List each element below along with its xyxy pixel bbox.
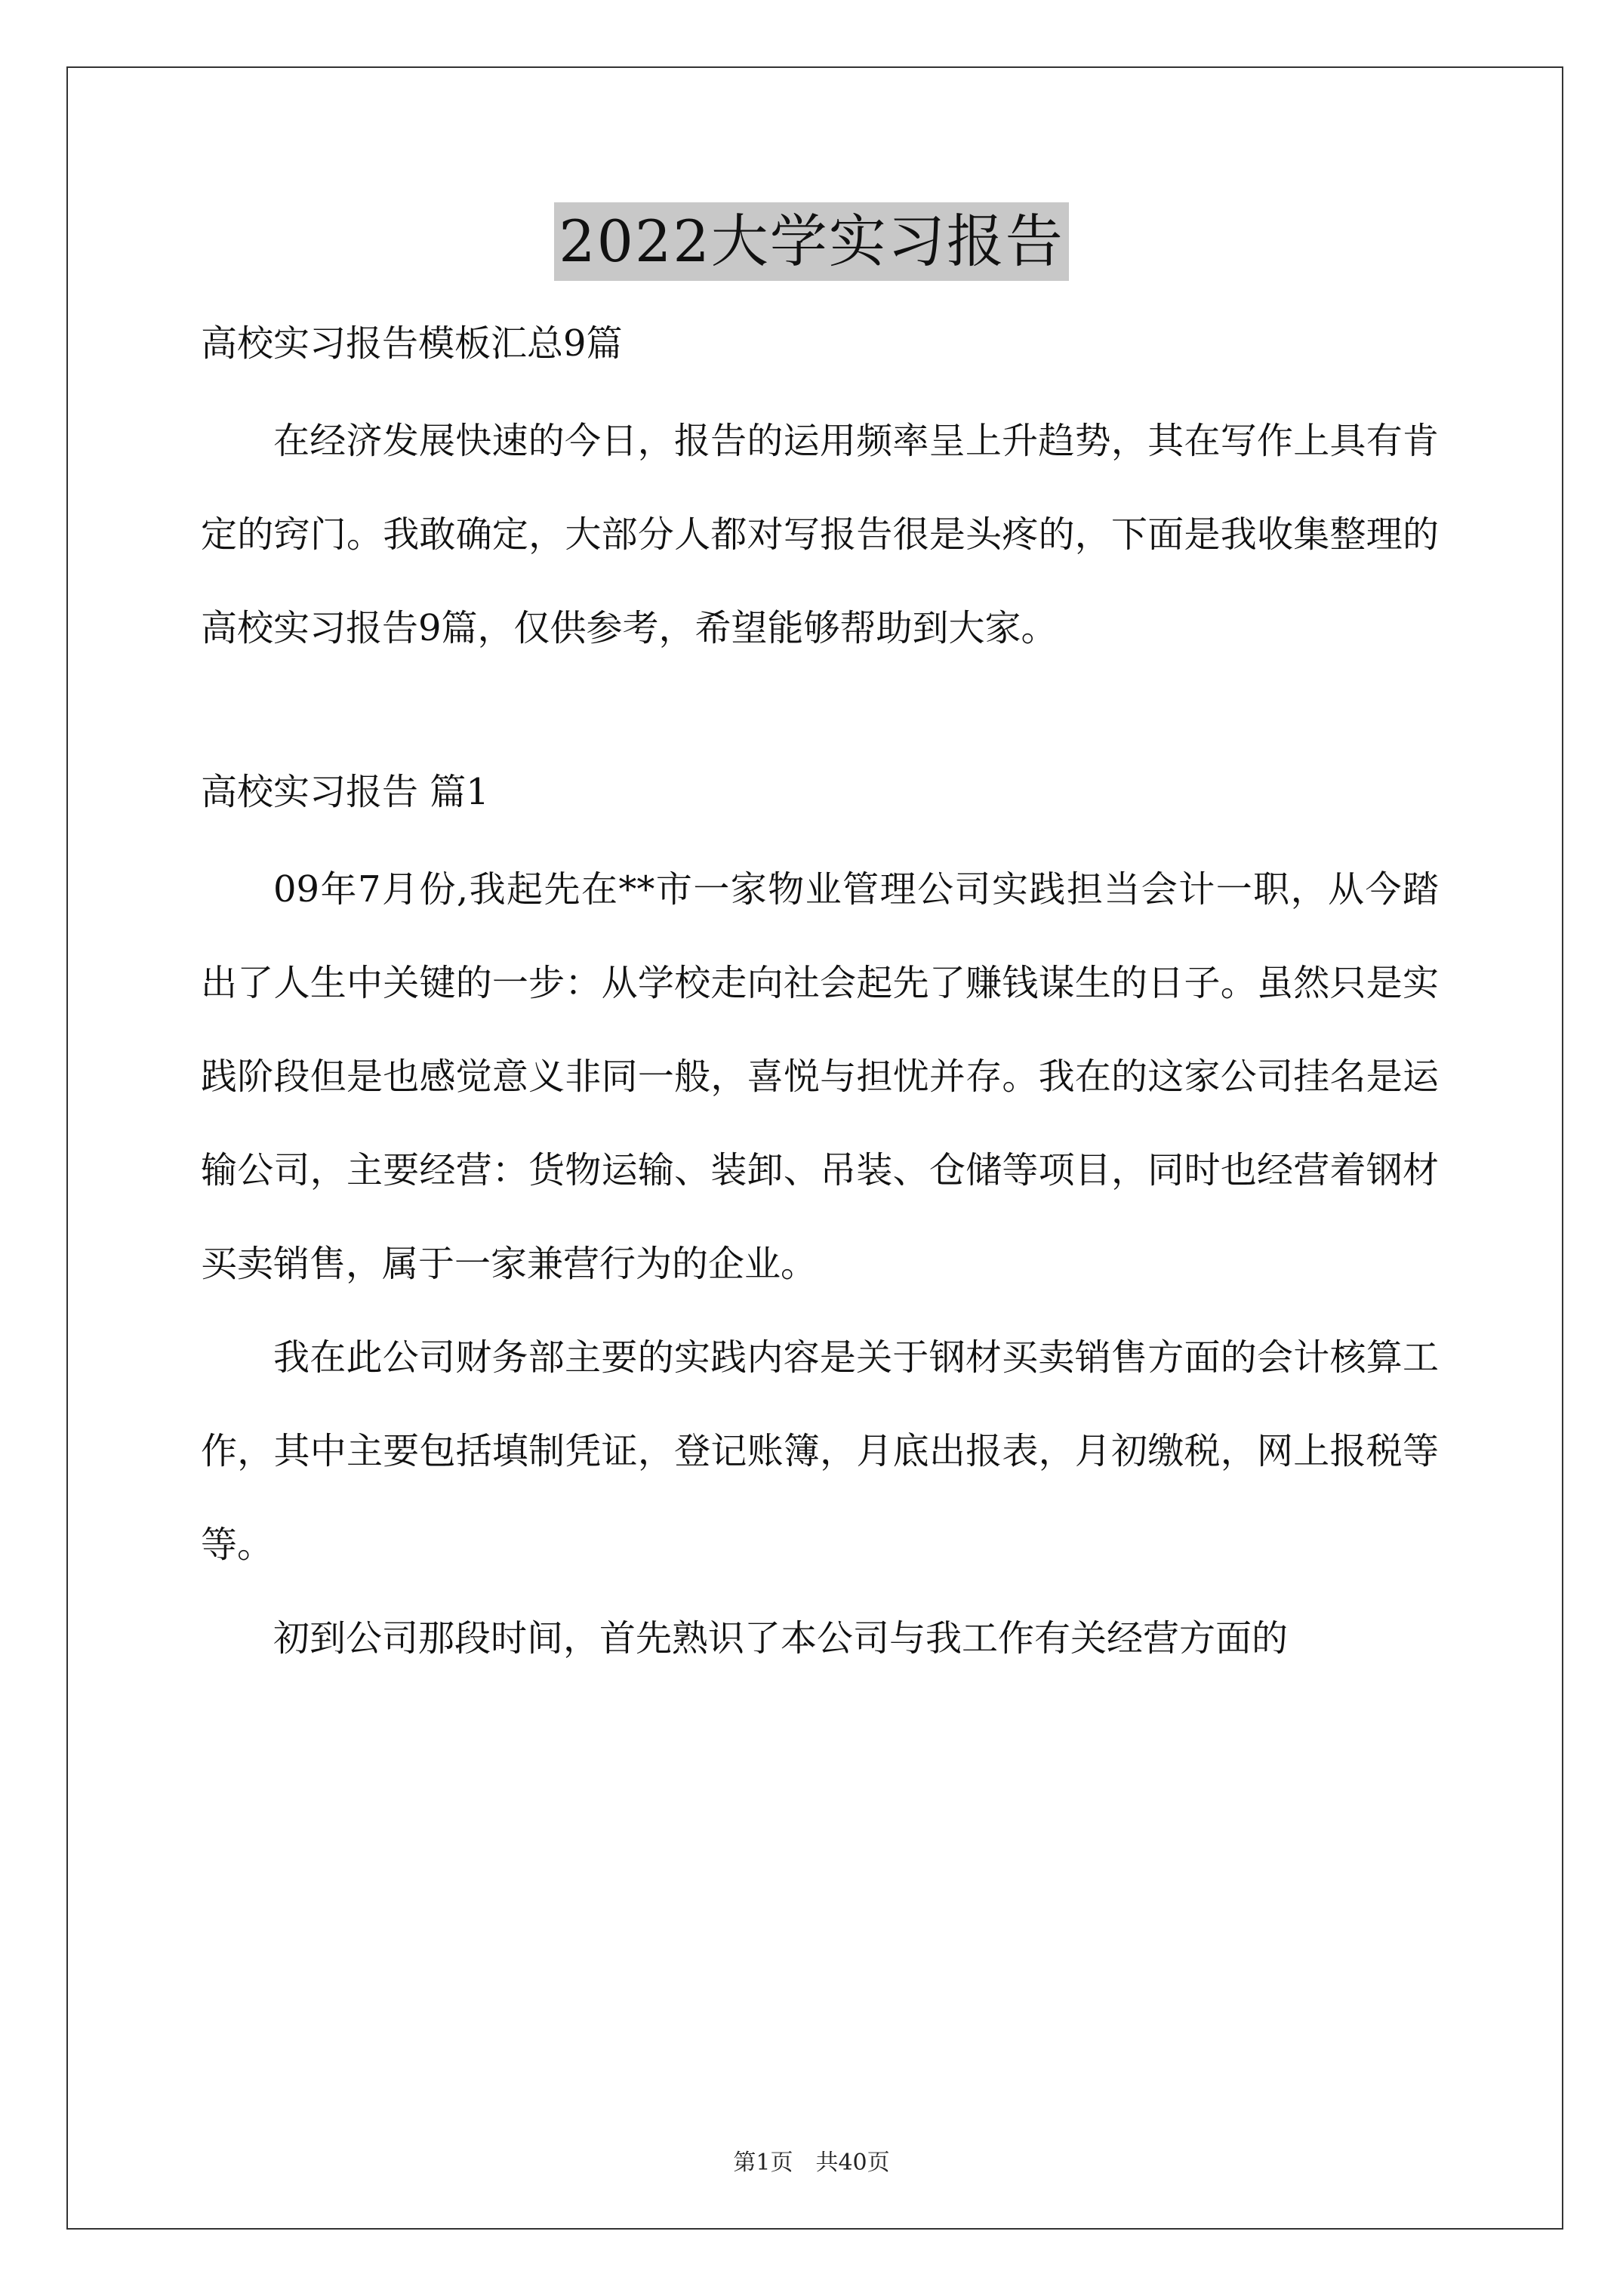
document-title: 2022大学实习报告 <box>554 202 1068 281</box>
page-footer: 第1页 共40页 <box>733 2150 890 2176</box>
section-gap <box>201 675 1439 750</box>
body-paragraph-3: 初到公司那段时间，首先熟识了本公司与我工作有关经营方面的 <box>273 1617 1289 1660</box>
section-heading: 高校实习报告 篇1 <box>201 771 489 813</box>
document-subtitle: 高校实习报告模板汇总9篇 <box>201 322 623 365</box>
intro-paragraph: 在经济发展快速的今日，报告的运用频率呈上升趋势，其在写作上具有肯定的窍门。我敢确定，大部分人都对写报告很是头疼的，下面是我收集整理的高校实习报告9篇，仅供参考，希望能够帮助到大家。 <box>201 420 1439 649</box>
title-container <box>0 202 1623 281</box>
document-body <box>201 302 1439 1685</box>
body-paragraph-2: 我在此公司财务部主要的实践内容是关于钢材买卖销售方面的会计核算工作，其中主要包括填制凭证，登记账簿，月底出报表，月初缴税，网上报税等等。 <box>201 1336 1439 1566</box>
body-paragraph-1: 09年7月份,我起先在**市一家物业管理公司实践担当会计一职，从今踏出了人生中关键的一步：从学校走向社会起先了赚钱谋生的日子。虽然只是实践阶段但是也感觉意义非同一般，喜悦与担忧并存。我在的这家公司挂名是运输公司，主要经营：货物运输、装卸、吊装、仓储等项目，同时也经营着钢材买卖销售，属于一家兼营行为的企业。 <box>201 868 1439 1285</box>
